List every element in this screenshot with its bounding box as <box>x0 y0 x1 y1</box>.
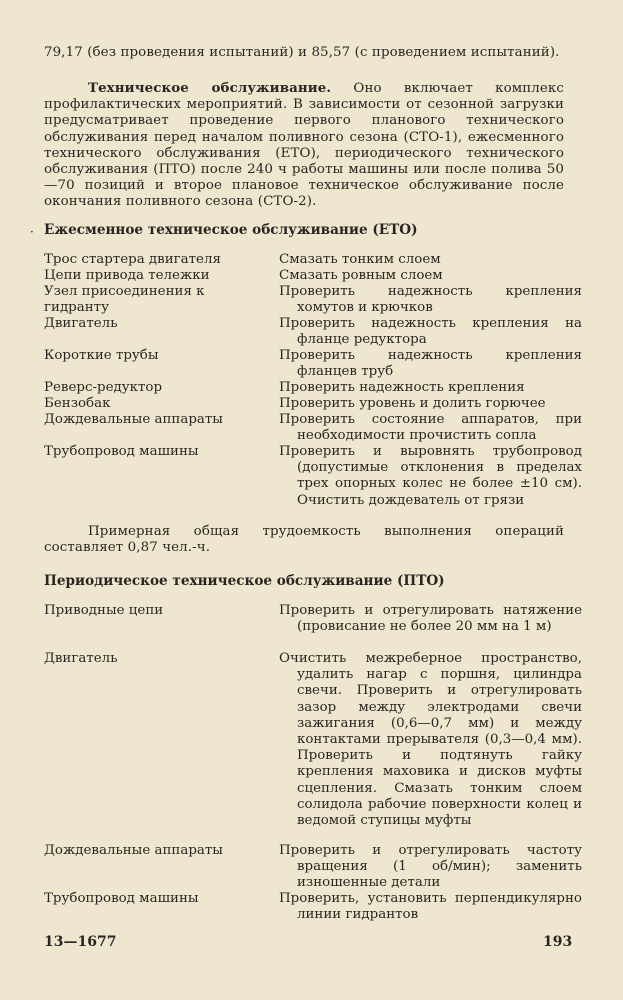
pto-row-label: Двигатель <box>44 651 118 666</box>
eto-row-value: Проверить надежность крепления фланцев труб <box>279 348 582 380</box>
eto-row-value: Проверить надежность крепления хомутов и крючков <box>279 284 582 316</box>
eto-heading: Ежесменное техническое обслуживание (ЕТО) <box>44 222 418 238</box>
eto-row-value: Проверить надежность крепления <box>279 380 525 395</box>
eto-row-label: Бензобак <box>44 396 111 411</box>
eto-row-value: Проверить надежность крепления на фланце редуктора <box>279 316 582 348</box>
eto-row-value: Смазать ровным слоем <box>279 268 443 283</box>
eto-labor-note <box>44 524 564 556</box>
eto-row-value: Проверить уровень и долить горючее <box>279 396 546 411</box>
eto-row-label: Двигатель <box>44 316 118 331</box>
pto-row-label: Трубопровод машины <box>44 891 199 906</box>
labor-text: Примерная общая трудоемкость выполнения операций составляет 0,87 чел.-ч. <box>44 524 564 556</box>
eto-row-label: Цепи привода тележки <box>44 268 210 283</box>
pto-row-label: Дождевальные аппараты <box>44 843 223 858</box>
pto-row-value: Очистить межреберное пространство, удалить нагар с поршня, цилиндра свечи. Проверить и отрегулировать зазор между электродами свечи зажигания (0,6—0,7 мм) и между контактами прерывателя (0,3—0,4 мм). Проверить и подтянуть гайку крепления маховика и дисков муфты сцепления. Смазать тонким слоем солидола рабочие поверхности колец и ведомой ступицы муфты <box>279 651 582 829</box>
pto-row-value: Проверить и отрегулировать натяжение (провисание не более 20 мм на 1 м) <box>279 603 582 635</box>
eto-row-label: Трос стартера двигателя <box>44 252 221 267</box>
pto-row-value: Проверить и отрегулировать частоту вращения (1 об/мин); заменить изношенные детали <box>279 843 582 891</box>
printer-signature: 13—1677 <box>44 934 117 950</box>
margin-dot: · <box>30 225 34 239</box>
paragraph-body: Оно включает комплекс профилактических мероприятий. В зависимости от сезонной загрузки предусматривает проведение первого планового технического обслуживания перед началом поливного сезона (СТО-1), ежесменного технического обслуживания (ЕТО), периодического технического обслуживания (ПТО) после 240 ч работы машины или после полива 50—70 позиций и второе плановое техническое обслуживание после окончания поливного сезона (СТО-2). <box>44 81 564 210</box>
eto-row-value: Проверить состояние аппаратов, при необходимости прочистить сопла <box>279 412 582 444</box>
pto-row-label: Приводные цепи <box>44 603 164 618</box>
pto-row-value: Проверить, установить перпендикулярно линии гидрантов <box>279 891 582 923</box>
eto-row-label: Трубопровод машины <box>44 444 199 459</box>
eto-row-value: Смазать тонким слоем <box>279 252 441 267</box>
intro-continuation <box>44 45 564 61</box>
paragraph-lead: Техническое обслуживание. <box>88 80 332 96</box>
pto-heading: Периодическое техническое обслуживание (ПТО) <box>44 573 445 589</box>
eto-row-label: Узел присоединения к гидранту <box>44 284 205 316</box>
eto-row-value: Проверить и выровнять трубопровод (допустимые отклонения в пределах трех опорных колес не более ±10 см). Очистить дождеватель от грязи <box>279 444 582 508</box>
eto-row-label: Реверс-редуктор <box>44 380 163 395</box>
maintenance-paragraph <box>44 80 564 211</box>
eto-row-label: Дождевальные аппараты <box>44 412 223 427</box>
page-number: 193 <box>543 934 573 950</box>
eto-row-label: Короткие трубы <box>44 348 159 363</box>
continuation-text: 79,17 (без проведения испытаний) и 85,57 (с проведением испытаний). <box>44 45 560 60</box>
